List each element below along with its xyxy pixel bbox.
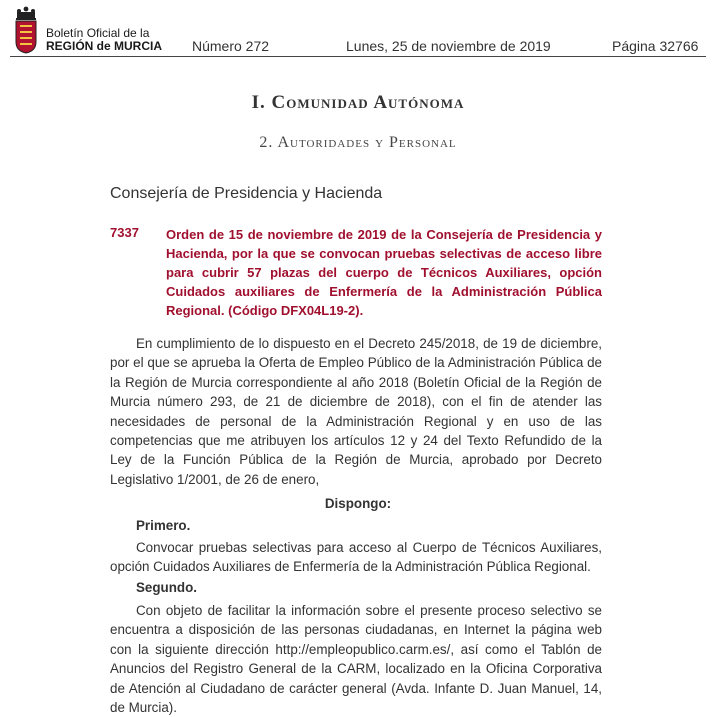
paragraph-preamble: En cumplimiento de lo dispuesto en el Decreto 245/2018, de 19 de diciembre, por el que se aprueba la Oferta de Empleo Público de la Administración Pública de la Región de Murcia correspondiente al año 2018 (Boletín Oficial de la Región de Murcia número 293, de 21 de diciembre de 2018), con el fin de atender las necesidades de personal de la Administración Regional y en uso de las competencias que me atribuyen los artículos 12 y 24 del Texto Refundido de la Ley de la Función Pública de la Región de Murcia, aprobado por Decreto Legislativo 1/2001, de 26 de enero, <box>110 336 602 487</box>
publication-name-line1: Boletín Oficial de la <box>46 26 150 40</box>
department-name: Consejería de Presidencia y Hacienda <box>110 185 383 202</box>
order-title: Orden de 15 de noviembre de 2019 de la Consejería de Presidencia y Hacienda, por la que se convocan pruebas selectivas de acceso libre para cubrir 57 plazas del cuerpo de Técnicos Auxiliares, opción Cuidados auxiliares de Enfermería de la Administración Pública Regional. (Código DFX04L19-2). <box>166 227 602 318</box>
coat-of-arms-icon <box>13 6 39 54</box>
subsection-title: 2. Autoridades y Personal <box>259 134 457 151</box>
publication-name <box>46 27 162 53</box>
publication-name-line2: REGIÓN de MURCIA <box>46 39 163 53</box>
header-divider <box>10 56 706 57</box>
dispongo-heading: Dispongo: <box>324 496 392 511</box>
primero-heading: Primero. <box>136 518 191 533</box>
paragraph-segundo: Con objeto de facilitar la información sobre el presente proceso selectivo se encuentra a disposición de las personas ciudadanas, en Internet la página web con la siguiente dirección http://empleopublico.carm.es/, así como el Tablón de Anuncios del Registro General de la CARM, localizado en la Oficina Corporativa de Atención al Ciudadano de carácter general (Avda. Infante D. Juan Manuel, 14, de Murcia). <box>110 603 602 716</box>
order-number: 7337 <box>110 225 139 240</box>
paragraph-primero: Convocar pruebas selectivas para acceso al Cuerpo de Técnicos Auxiliares, opción Cuidados Auxiliares de Enfermería de la Administración Pública Regional. <box>110 540 602 575</box>
page-header <box>0 0 716 62</box>
section-title: I. Comunidad Autónoma <box>251 92 465 113</box>
issue-date: Lunes, 25 de noviembre de 2019 <box>346 38 551 54</box>
segundo-heading: Segundo. <box>136 580 197 595</box>
page-number: Página 32766 <box>612 38 699 54</box>
issue-number: Número 272 <box>192 38 270 54</box>
